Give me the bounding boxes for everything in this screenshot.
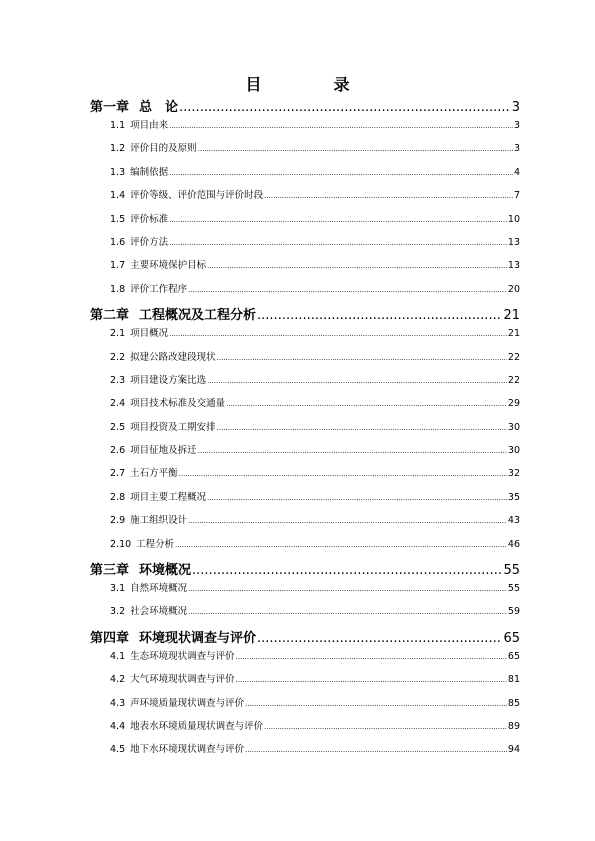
section-label [110,257,206,271]
section-number: 1.7 [110,260,126,272]
toc-section-entry[interactable] [90,140,520,163]
dot-leader [264,723,507,731]
page-number: 65 [503,630,520,646]
dot-leader [207,377,507,385]
page-number: 3 [511,100,520,115]
toc-section-entry[interactable] [90,211,520,234]
section-label [110,281,187,295]
section-label [110,349,216,363]
section-title: 声环境质量现状调查与评价 [130,697,245,709]
page-number: 3 [513,143,520,155]
section-number: 1.3 [110,166,126,178]
section-label [110,465,178,479]
toc-chapter-entry[interactable] [90,559,520,580]
toc-section-entry[interactable] [90,281,520,304]
section-label [110,695,244,709]
page-number: 59 [507,606,520,618]
dot-leader [169,239,507,247]
section-title: 项目技术标准及交通量 [130,398,226,410]
section-title: 项目投资及工期安排 [130,421,216,433]
page-number: 4 [513,166,520,178]
page-number: 29 [507,398,520,410]
section-title: 项目由来 [130,120,169,131]
dot-leader [188,585,507,593]
section-label [110,603,187,617]
dot-leader [245,700,507,708]
section-title: 施工组织设计 [130,515,188,527]
dot-leader [179,100,511,115]
section-title: 评价方法 [130,236,169,248]
section-number: 2.8 [110,491,126,503]
section-title: 项目征地及拆迁 [130,445,197,457]
dot-leader [264,192,513,200]
toc-section-entry[interactable] [90,465,520,488]
dot-leader [236,653,507,661]
chapter-number: 第四章 [90,630,130,646]
dot-leader [188,517,507,525]
toc-section-entry[interactable] [90,536,520,559]
section-number: 3.2 [110,606,126,618]
toc-chapter-entry[interactable] [90,627,520,648]
section-label [110,187,263,201]
chapter-title: 环境现状调查与评价 [139,630,257,646]
section-label [110,211,168,225]
toc-section-entry[interactable] [90,164,520,187]
toc-section-entry[interactable] [90,695,520,718]
page-number: 55 [507,583,520,595]
chapter-title: 工程概况及工程分析 [139,308,257,324]
dot-leader [245,746,507,754]
dot-leader [207,262,507,270]
page-number: 32 [507,468,520,480]
toc-section-entry[interactable] [90,372,520,395]
toc-title: 目 录 [245,75,378,94]
page-number: 13 [507,260,520,272]
section-number: 4.4 [110,720,126,732]
section-number: 3.1 [110,583,126,595]
page-number: 94 [507,744,520,756]
section-number: 2.10 [110,538,132,550]
page-number: 21 [503,308,520,324]
toc-section-entry[interactable] [90,671,520,694]
section-label [110,442,197,456]
page-number: 21 [507,328,520,340]
dot-leader [175,541,507,549]
section-title: 项目概况 [130,328,169,340]
dot-leader [198,447,507,455]
section-label [110,580,187,594]
toc-section-entry[interactable] [90,603,520,626]
toc-section-entry[interactable] [90,489,520,512]
dot-leader [169,216,507,224]
section-title: 评价标准 [130,213,169,225]
section-number: 1.2 [110,143,126,155]
section-title: 编制依据 [130,166,169,178]
section-title: 土石方平衡 [130,468,178,480]
page-number: 55 [503,563,520,579]
page-number: 20 [507,283,520,295]
toc-section-entry[interactable] [90,234,520,257]
page-number: 81 [507,674,520,686]
section-label [110,395,225,409]
section-label [110,536,174,550]
section-title: 项目建设方案比选 [130,374,207,386]
section-title: 评价等级、评价范围与评价时段 [130,190,264,202]
table-of-contents [90,96,520,765]
dot-leader [179,470,507,478]
section-title: 评价工作程序 [130,283,188,295]
section-number: 2.9 [110,515,126,527]
section-title: 社会环境概况 [130,606,188,618]
page-number: 46 [507,538,520,550]
section-number: 2.2 [110,351,126,363]
page-number: 3 [513,120,520,131]
page-number: 10 [507,213,520,225]
chapter-title: 总 论 [139,100,179,115]
toc-section-entry[interactable] [90,442,520,465]
toc-section-entry[interactable] [90,718,520,741]
toc-chapter-entry[interactable] [90,304,520,325]
section-label [110,325,168,339]
toc-section-entry[interactable] [90,257,520,280]
page-number: 7 [513,190,520,202]
section-label [110,648,235,662]
toc-chapter-entry[interactable] [90,96,520,117]
page-number: 65 [507,650,520,662]
section-title: 工程分析 [136,538,175,550]
toc-section-entry[interactable] [90,117,520,140]
section-title: 生态环境现状调查与评价 [130,650,235,662]
page-number: 85 [507,697,520,709]
section-number: 2.4 [110,398,126,410]
dot-leader [188,286,507,294]
section-number: 4.1 [110,650,126,662]
section-title: 项目主要工程概况 [130,491,207,503]
page-number: 89 [507,720,520,732]
section-label [110,140,197,154]
section-number: 4.3 [110,697,126,709]
chapter-label [90,96,178,115]
section-number: 2.1 [110,328,126,340]
section-number: 1.5 [110,213,126,225]
section-title: 评价目的及原则 [130,143,197,155]
section-title: 大气环境现状调查与评价 [130,674,235,686]
dot-leader [198,145,513,153]
toc-section-entry[interactable] [90,349,520,372]
chapter-label [90,559,191,578]
chapter-number: 第三章 [90,563,130,579]
section-label [110,419,216,433]
toc-section-entry[interactable] [90,325,520,348]
dot-leader [169,169,513,177]
chapter-title: 环境概况 [139,563,192,579]
section-number: 2.6 [110,445,126,457]
page-number: 30 [507,421,520,433]
chapter-number: 第二章 [90,308,130,324]
section-label [110,234,168,248]
dot-leader [217,354,507,362]
section-number: 1.8 [110,283,126,295]
section-number: 2.7 [110,468,126,480]
page-number: 43 [507,515,520,527]
section-label [110,489,206,503]
chapter-label [90,627,256,646]
section-title: 自然环境概况 [130,583,188,595]
dot-leader [169,330,507,338]
section-label [110,741,244,755]
section-label [110,718,263,732]
toc-section-entry[interactable] [90,395,520,418]
page-number: 35 [507,491,520,503]
dot-leader [207,494,507,502]
section-number: 2.3 [110,374,126,386]
dot-leader [192,563,502,578]
dot-leader [257,308,502,323]
section-label [110,372,206,386]
dot-leader [226,400,507,408]
section-label [110,512,187,526]
section-label [110,671,235,685]
toc-section-entry[interactable] [90,648,520,671]
section-label [110,117,168,131]
page-number: 22 [507,351,520,363]
page-number: 30 [507,445,520,457]
section-number: 4.2 [110,674,126,686]
chapter-label [90,304,256,323]
toc-section-entry[interactable] [90,741,520,764]
toc-section-entry[interactable] [90,512,520,535]
section-number: 2.5 [110,421,126,433]
dot-leader [217,424,507,432]
dot-leader [236,676,507,684]
section-title: 地下水环境现状调查与评价 [130,744,245,756]
section-title: 主要环境保护目标 [130,260,207,272]
toc-section-entry[interactable] [90,580,520,603]
toc-section-entry[interactable] [90,187,520,210]
page-number: 22 [507,374,520,386]
section-title: 地表水环境质量现状调查与评价 [130,720,264,732]
dot-leader [169,122,513,130]
dot-leader [188,608,507,616]
section-number: 1.6 [110,236,126,248]
page-number: 13 [507,236,520,248]
section-label [110,164,168,178]
section-title: 拟建公路改建段现状 [130,351,216,363]
section-number: 1.1 [110,120,126,131]
section-number: 4.5 [110,744,126,756]
dot-leader [257,631,502,646]
section-number: 1.4 [110,190,126,202]
toc-section-entry[interactable] [90,419,520,442]
chapter-number: 第一章 [90,100,130,115]
